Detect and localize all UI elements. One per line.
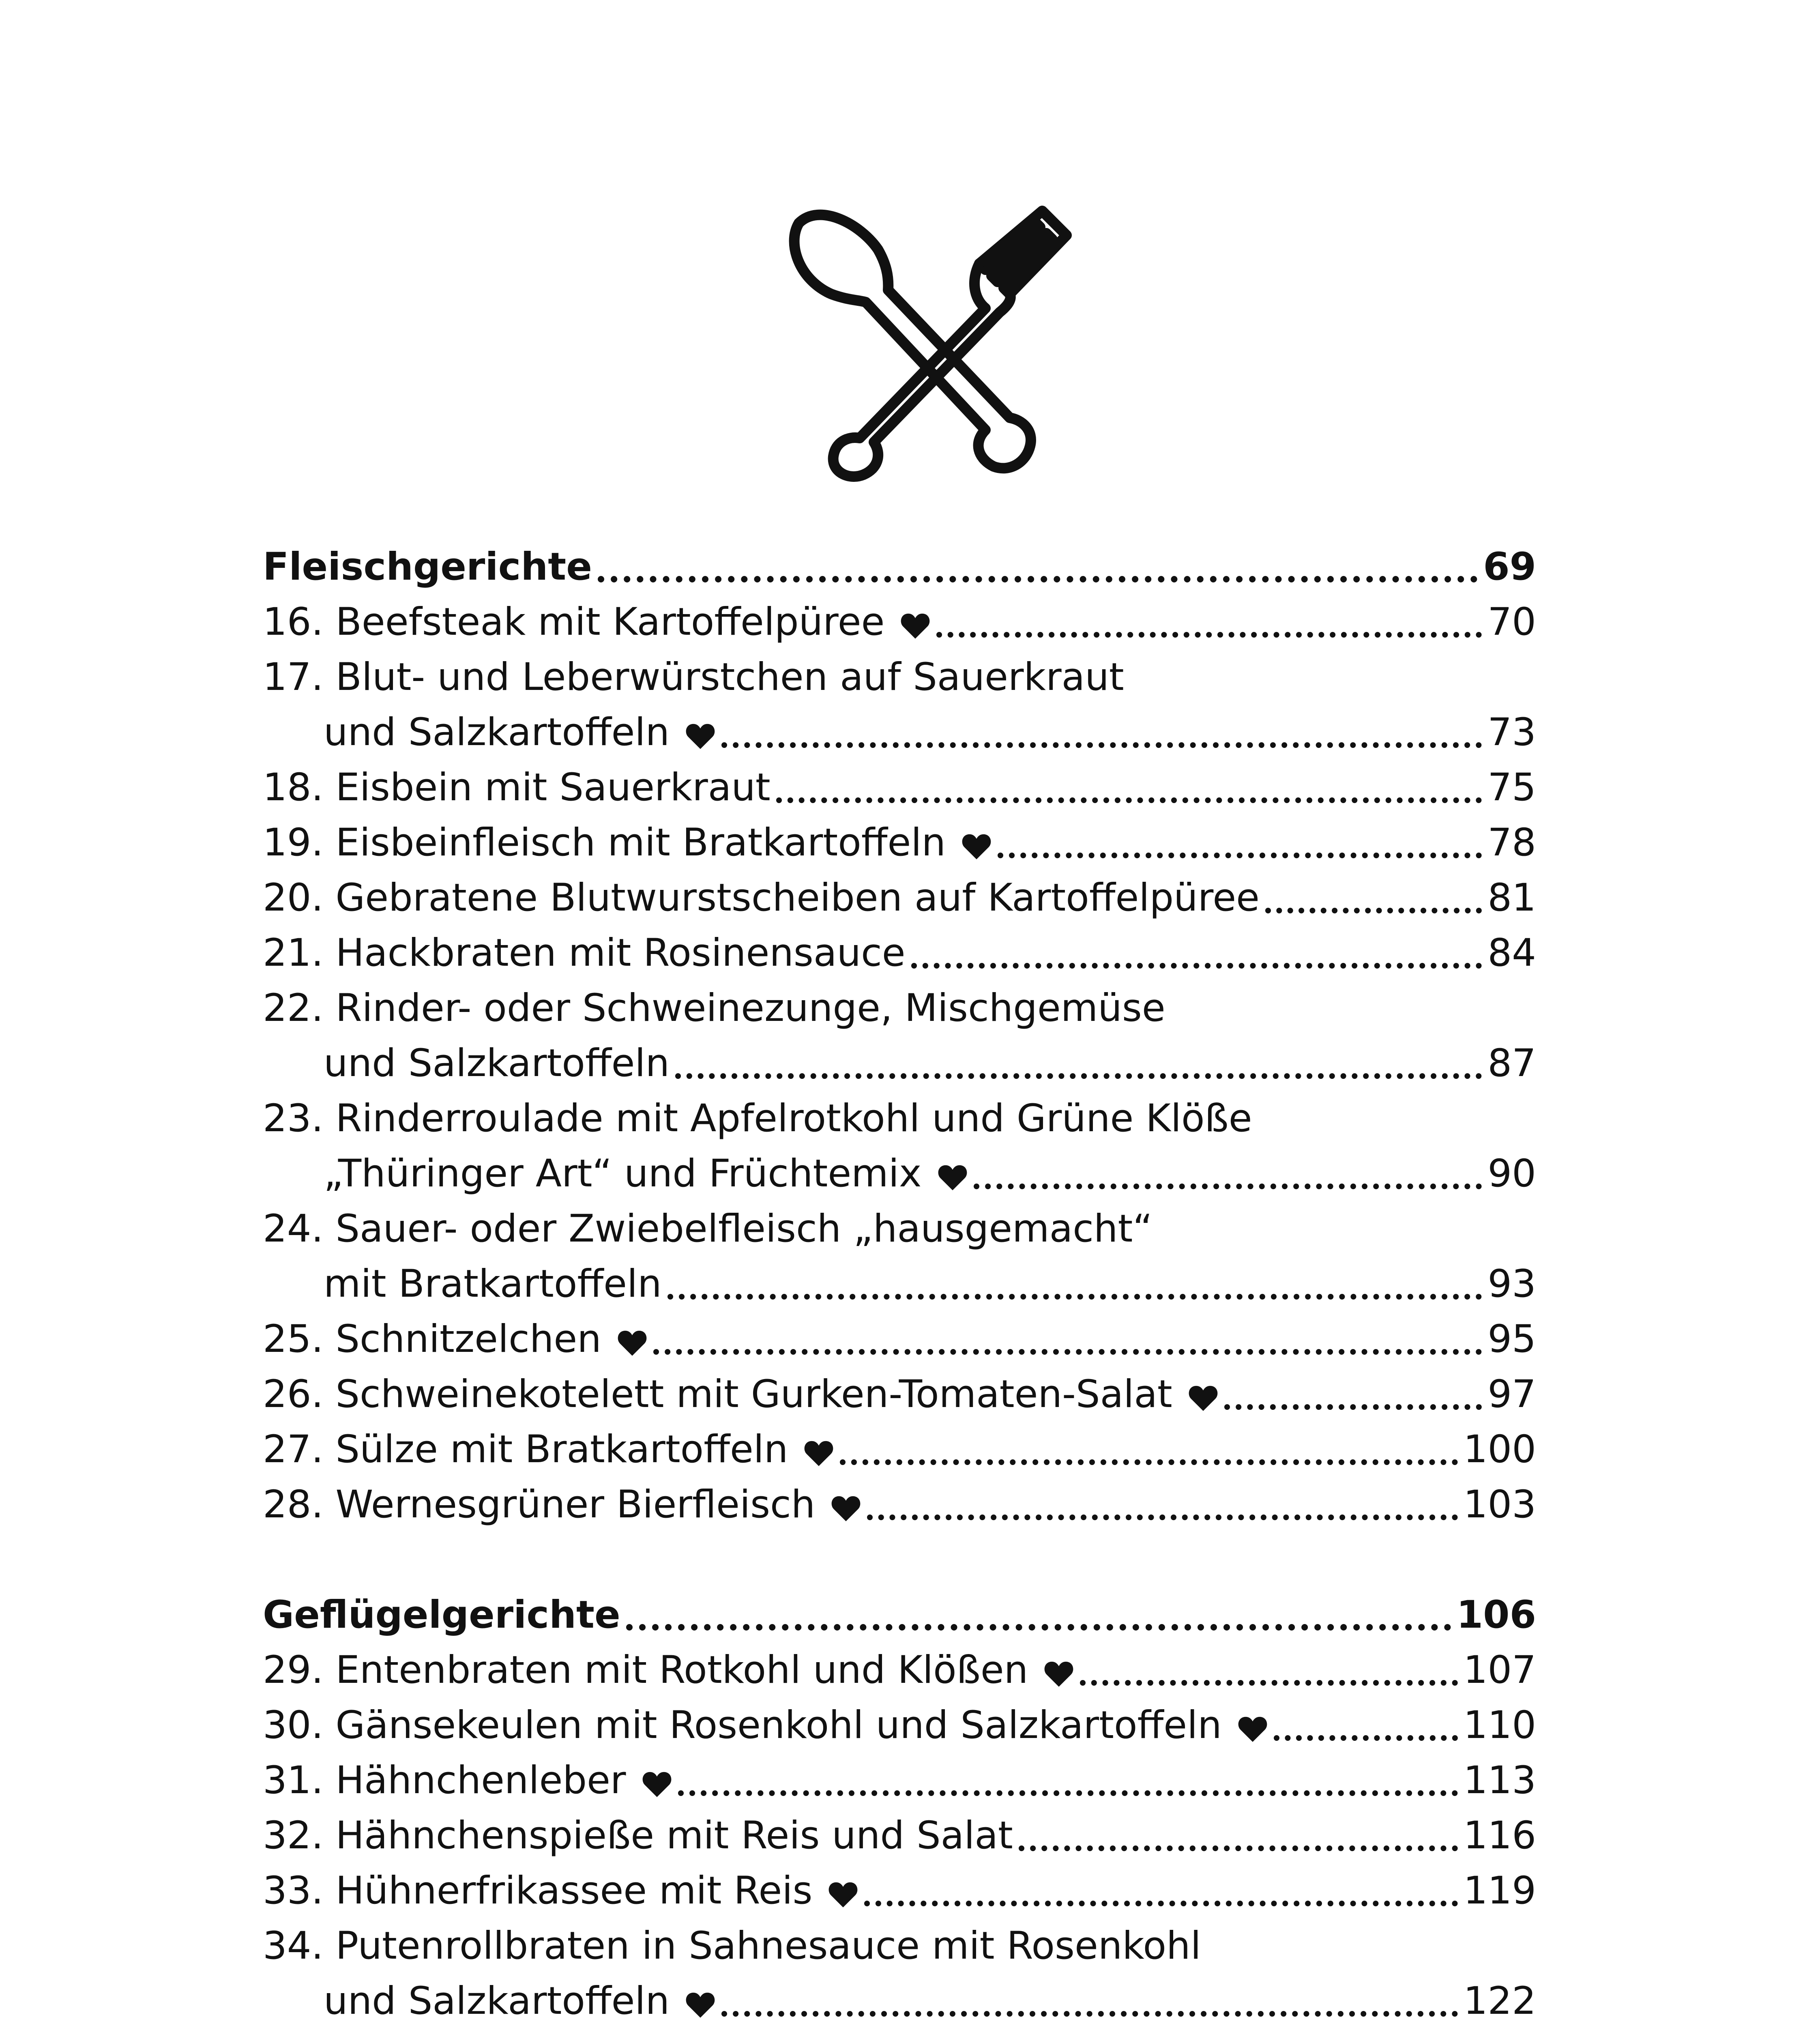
dot-leader [678, 1790, 1458, 1796]
page-number: 75 [1487, 765, 1536, 810]
page-number: 107 [1463, 1648, 1536, 1692]
toc-entry[interactable] [263, 1367, 1536, 1422]
page-number: 110 [1463, 1703, 1536, 1747]
dot-leader [974, 1184, 1482, 1189]
toc-entry[interactable] [263, 815, 1536, 870]
toc-entry[interactable] [263, 1422, 1536, 1477]
toc-entry-continuation[interactable] [263, 1036, 1536, 1091]
entry-title: 18. Eisbein mit Sauerkraut [263, 765, 770, 810]
page-number: 73 [1487, 710, 1536, 754]
dot-leader [626, 1624, 1451, 1631]
heart-icon [961, 815, 992, 870]
entry-title: 21. Hackbraten mit Rosinensauce [263, 931, 906, 975]
entry-title-continuation: „Thüringer Art“ und Früchtemix [324, 1151, 922, 1196]
dot-leader [598, 576, 1477, 582]
heart-icon [685, 1974, 716, 2028]
entry-title: 20. Gebratene Blutwurstscheiben auf Kartoffelpüree [263, 876, 1260, 920]
toc-entry[interactable] [263, 1477, 1536, 1532]
section-title: Geflügelgerichte [263, 1593, 620, 1637]
toc-entry[interactable] [263, 1643, 1536, 1698]
entry-title: 22. Rinder- oder Schweinezunge, Mischgemüse [263, 986, 1165, 1030]
dot-leader [653, 1349, 1482, 1355]
heart-icon [1237, 1698, 1268, 1753]
toc-entry-line[interactable] [263, 1201, 1536, 1257]
heart-icon [1188, 1367, 1219, 1422]
toc-section-heading[interactable] [263, 1588, 1536, 1643]
page-number: 103 [1463, 1482, 1536, 1527]
page-number: 97 [1487, 1372, 1536, 1416]
toc-entry-line[interactable] [263, 1091, 1536, 1146]
dot-leader [776, 797, 1482, 803]
dot-leader [840, 1459, 1457, 1465]
dot-leader [1224, 1404, 1482, 1410]
page-number: 119 [1463, 1869, 1536, 1913]
dot-leader [1274, 1735, 1458, 1741]
toc-entry-continuation[interactable] [263, 1146, 1536, 1201]
toc-entry-line[interactable] [263, 650, 1536, 705]
toc-entry[interactable] [263, 1698, 1536, 1753]
fork-and-spoon-icon [783, 199, 1083, 483]
toc-section-heading[interactable] [263, 539, 1536, 595]
dot-leader [1265, 908, 1482, 913]
toc-entry[interactable] [263, 595, 1536, 650]
entry-title: 27. Sülze mit Bratkartoffeln [263, 1427, 788, 1472]
page-number: 95 [1487, 1317, 1536, 1361]
dot-leader [867, 1515, 1457, 1520]
toc-entry-continuation[interactable] [263, 705, 1536, 760]
dot-leader [1019, 1845, 1458, 1851]
toc-entry[interactable] [263, 926, 1536, 981]
entry-title: 26. Schweinekotelett mit Gurken-Tomaten-Salat [263, 1372, 1172, 1416]
page-number: 116 [1463, 1813, 1536, 1858]
toc-entry-line[interactable] [263, 1918, 1536, 1974]
entry-title: 19. Eisbeinfleisch mit Bratkartoffeln [263, 821, 946, 865]
entry-title: 24. Sauer- oder Zwiebelfleisch „hausgemacht“ [263, 1207, 1153, 1251]
entry-title: 31. Hähnchenleber [263, 1758, 626, 1802]
table-of-contents [263, 539, 1536, 2028]
entry-title: 23. Rinderroulade mit Apfelrotkohl und Grüne Klöße [263, 1096, 1252, 1141]
section-title: Fleischgerichte [263, 545, 592, 589]
entry-title: 32. Hähnchenspieße mit Reis und Salat [263, 1813, 1013, 1858]
entry-title: 29. Entenbraten mit Rotkohl und Klößen [263, 1648, 1028, 1692]
page-number: 87 [1487, 1041, 1536, 1085]
entry-title-continuation: und Salzkartoffeln [324, 1979, 670, 2023]
page-number: 84 [1487, 931, 1536, 975]
page-number: 100 [1463, 1427, 1536, 1472]
dot-leader [721, 742, 1482, 748]
page-number: 78 [1487, 821, 1536, 865]
dot-leader [1080, 1680, 1457, 1686]
heart-icon [1043, 1643, 1074, 1698]
entry-title: 30. Gänsekeulen mit Rosenkohl und Salzkartoffeln [263, 1703, 1222, 1747]
page-number: 70 [1487, 600, 1536, 644]
page-number: 69 [1483, 545, 1536, 589]
dot-leader [675, 1073, 1482, 1079]
heart-icon [900, 595, 931, 650]
toc-entry[interactable] [263, 1312, 1536, 1367]
page-number: 93 [1487, 1262, 1536, 1306]
entry-title: 25. Schnitzelchen [263, 1317, 601, 1361]
heart-icon [642, 1753, 672, 1808]
dot-leader [911, 963, 1482, 969]
page-number: 90 [1487, 1151, 1536, 1196]
toc-entry[interactable] [263, 1808, 1536, 1863]
heart-icon [617, 1312, 648, 1367]
toc-entry[interactable] [263, 1863, 1536, 1918]
dot-leader [936, 632, 1482, 638]
entry-title-continuation: und Salzkartoffeln [324, 710, 670, 754]
toc-entry[interactable] [263, 760, 1536, 815]
entry-title: 17. Blut- und Leberwürstchen auf Sauerkraut [263, 655, 1124, 699]
page-number: 81 [1487, 876, 1536, 920]
heart-icon [828, 1863, 858, 1918]
page-number: 122 [1463, 1979, 1536, 2023]
entry-title: 16. Beefsteak mit Kartoffelpüree [263, 600, 885, 644]
toc-entry[interactable] [263, 870, 1536, 926]
dot-leader [864, 1901, 1457, 1906]
page-number: 106 [1456, 1593, 1536, 1637]
dot-leader [721, 2011, 1457, 2017]
dot-leader [667, 1294, 1482, 1300]
toc-entry-continuation[interactable] [263, 1974, 1536, 2028]
entry-title-continuation: mit Bratkartoffeln [324, 1262, 662, 1306]
entry-title: 34. Putenrollbraten in Sahnesauce mit Rosenkohl [263, 1924, 1201, 1968]
page-number: 113 [1463, 1758, 1536, 1802]
toc-entry-line[interactable] [263, 981, 1536, 1036]
entry-title: 33. Hühnerfrikassee mit Reis [263, 1869, 813, 1913]
toc-entry-continuation[interactable] [263, 1257, 1536, 1312]
toc-entry[interactable] [263, 1753, 1536, 1808]
entry-title: 28. Wernesgrüner Bierfleisch [263, 1482, 816, 1527]
heart-icon [803, 1422, 834, 1477]
heart-icon [831, 1477, 861, 1532]
heart-icon [937, 1146, 968, 1201]
heart-icon [685, 705, 716, 760]
dot-leader [998, 853, 1482, 858]
entry-title-continuation: und Salzkartoffeln [324, 1041, 670, 1085]
